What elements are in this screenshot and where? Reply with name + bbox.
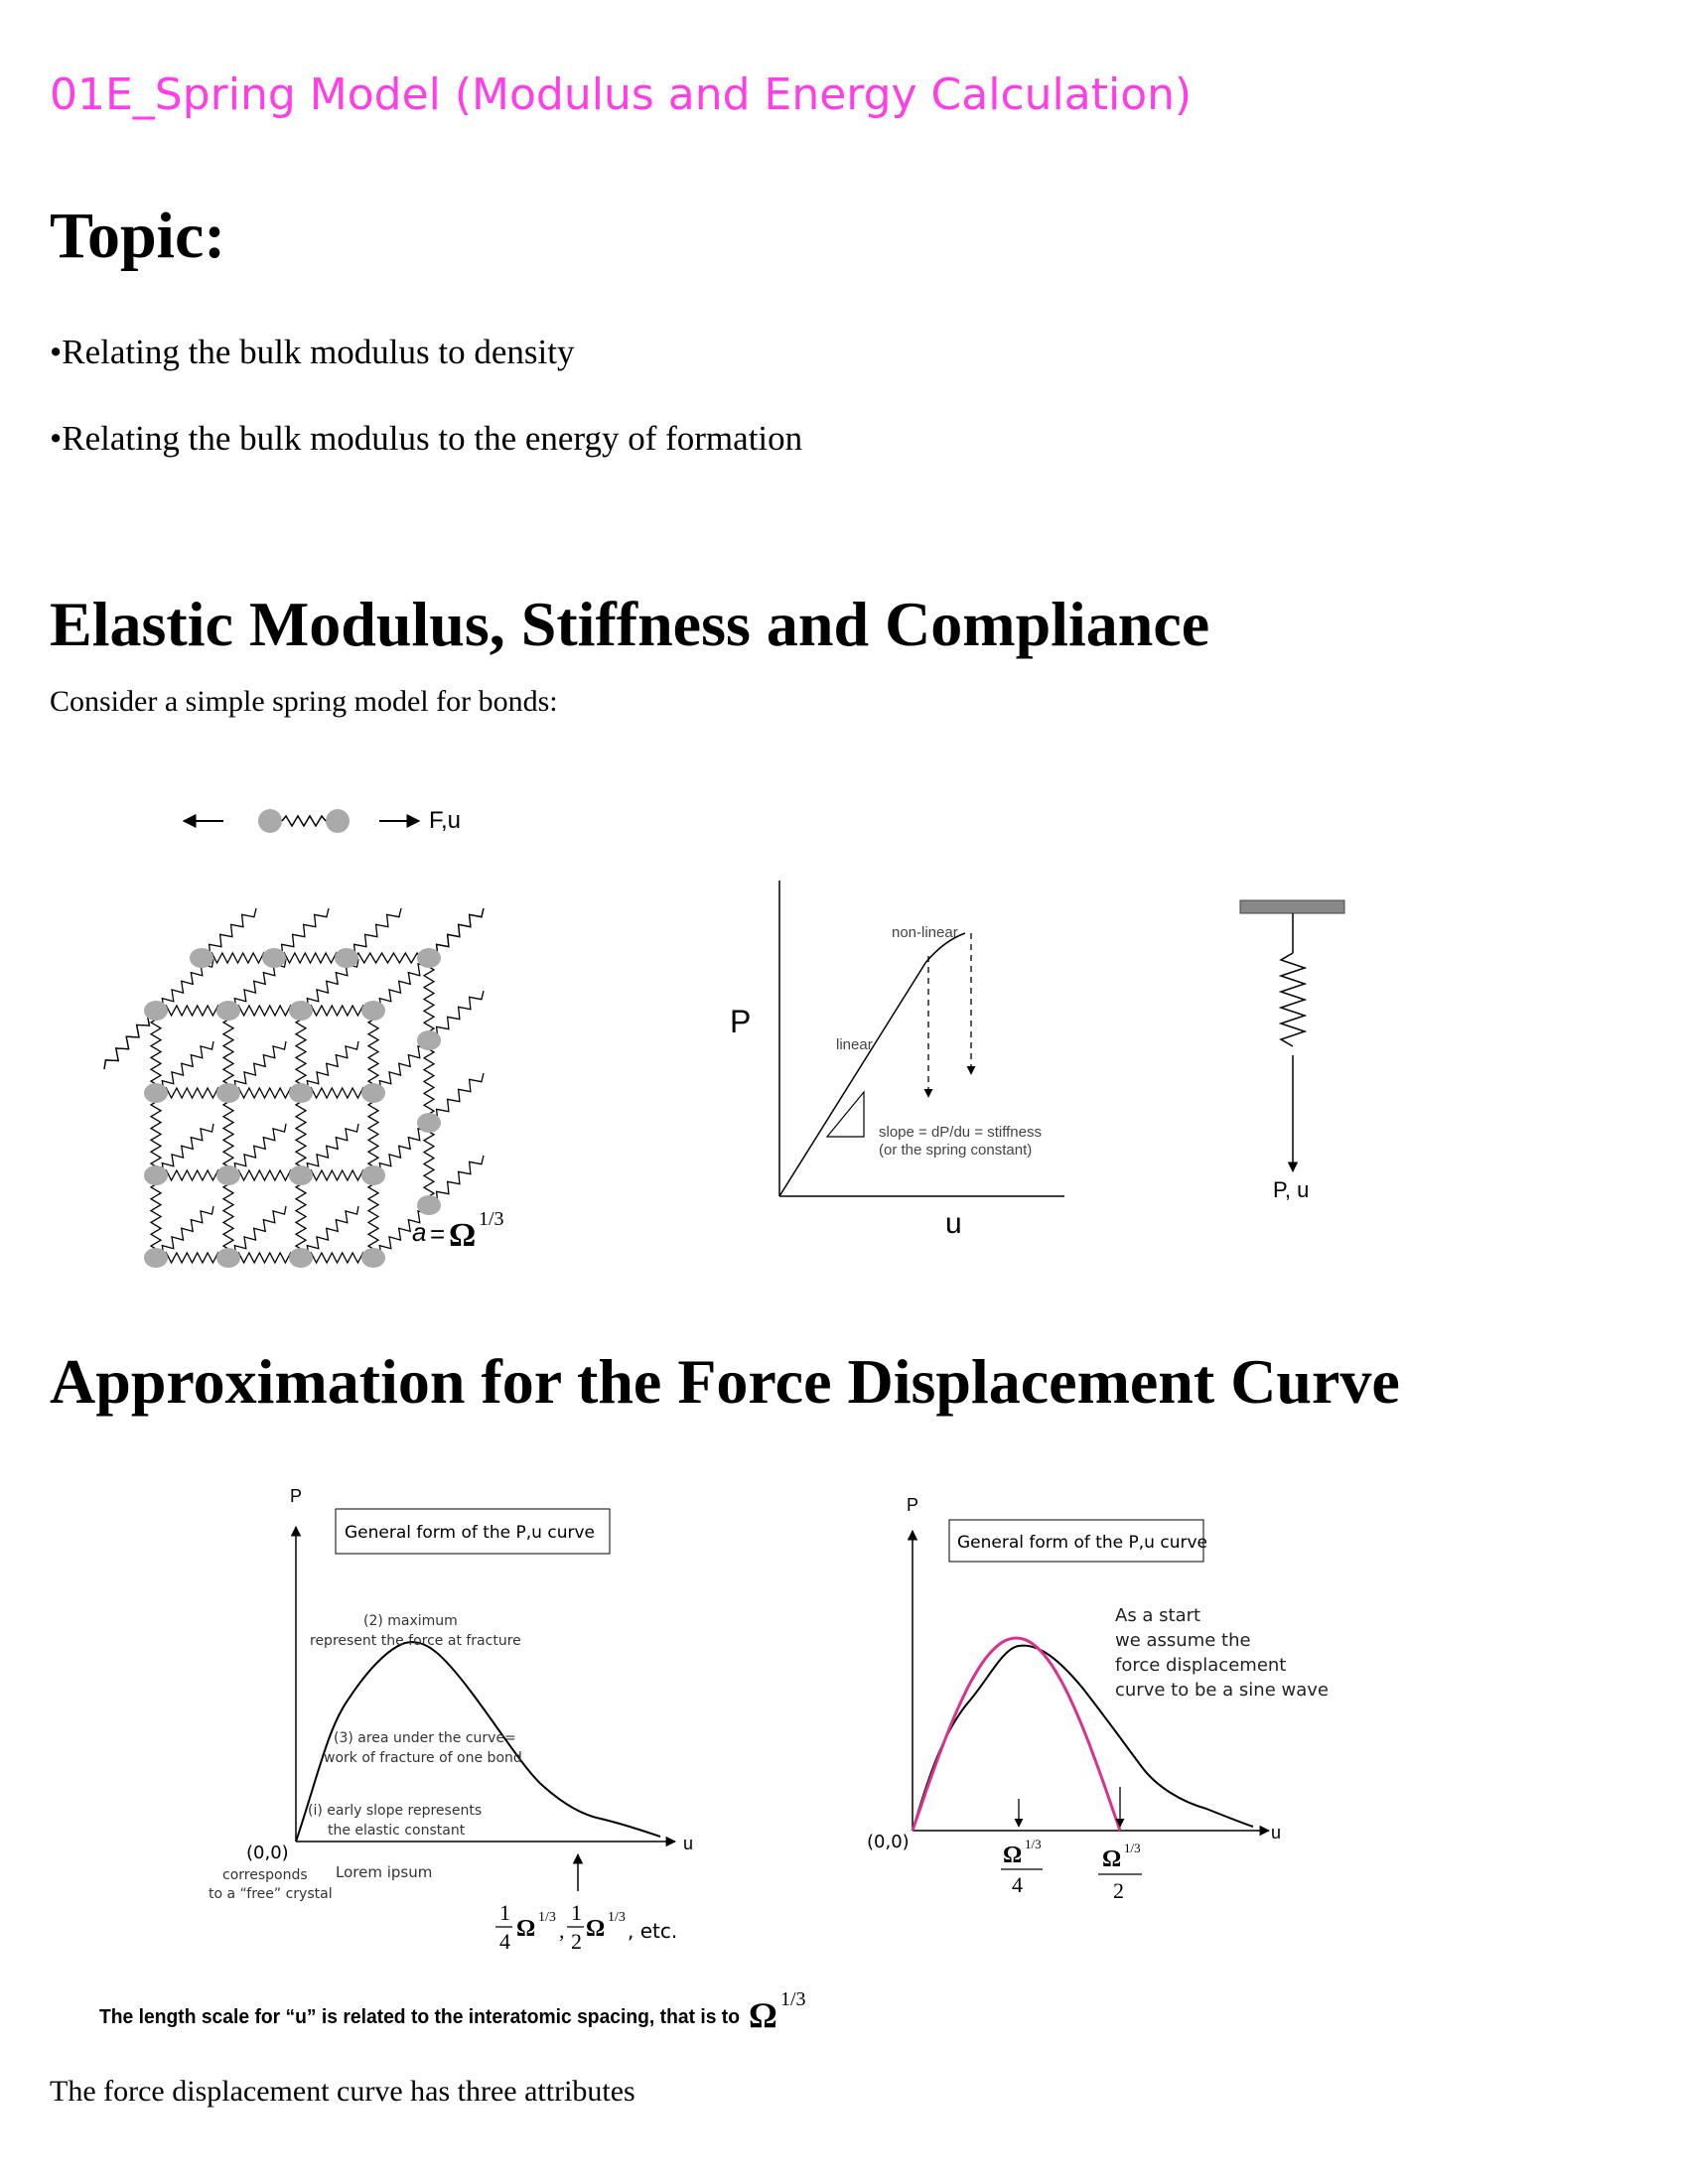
lattice-spring: [347, 953, 429, 963]
general-curve-box-label: General form of the P,u curve: [345, 1523, 595, 1543]
single-spring-with-forces: [184, 807, 461, 834]
lattice-atom: [417, 1195, 441, 1215]
lorem-label: Lorem ipsum: [336, 1863, 433, 1881]
hanging-spring-label: P, u: [1273, 1177, 1310, 1202]
lattice-spring: [301, 1206, 358, 1258]
scale-note-omega: Ω: [749, 1995, 777, 2035]
lattice-spring: [429, 1073, 484, 1123]
approx-section-heading: Approximation for the Force Displacement Curve: [50, 1346, 1400, 1417]
lattice-spring: [347, 908, 401, 958]
sine-note-line2: we assume the: [1115, 1630, 1251, 1651]
elastic-section-intro: Consider a simple spring model for bonds:: [50, 685, 558, 718]
pu-linear-figure: [730, 881, 1064, 1240]
length-scale-note: [99, 1988, 806, 2035]
lattice-spring: [373, 1041, 431, 1093]
lattice-spring: [296, 1011, 306, 1093]
lattice-atom: [144, 1248, 168, 1268]
slope-label-line2: (or the spring constant): [879, 1142, 1033, 1159]
lattice-atom: [417, 1030, 441, 1050]
lattice-atom: [361, 1083, 385, 1103]
frac2-exp: 1/3: [608, 1910, 626, 1925]
sine-curve-origin: (0,0): [867, 1832, 910, 1852]
scale-note-exp: 1/3: [780, 1988, 806, 2010]
lattice-spring: [368, 1093, 378, 1175]
lattice-spring: [156, 1041, 213, 1093]
sine-curve-y-label: P: [907, 1495, 919, 1515]
general-curve-origin: (0,0): [246, 1843, 289, 1863]
lattice-atom: [289, 1248, 313, 1268]
nonlinear-label: non-linear: [892, 924, 958, 941]
spacing-exp: 1/3: [479, 1208, 504, 1230]
lattice-atom: [335, 948, 358, 968]
mark2-den: 2: [1113, 1878, 1124, 1903]
lattice-spring: [301, 1041, 358, 1093]
lattice-spring: [274, 908, 329, 958]
lattice-atom: [144, 1083, 168, 1103]
lattice-atom: [417, 1113, 441, 1133]
frac2-omega: Ω: [586, 1916, 606, 1942]
lattice-atom: [190, 948, 213, 968]
frac-etc: , etc.: [628, 1919, 678, 1943]
sine-note-line1: As a start: [1115, 1605, 1201, 1626]
origin-note-line2: to a “free” crystal: [209, 1886, 333, 1902]
lattice-atom: [361, 1248, 385, 1268]
frac1-omega: Ω: [516, 1916, 536, 1942]
spacing-label: [412, 1208, 504, 1254]
spacing-a: a: [412, 1217, 427, 1247]
frac-comma: ,: [559, 1918, 565, 1943]
max-label-line2: represent the force at fracture: [310, 1633, 521, 1649]
spacing-eq: =: [430, 1219, 446, 1249]
spring-lattice: [104, 908, 484, 1268]
slope-label-line1: slope = dP/du = stiffness: [879, 1124, 1042, 1141]
lattice-spring: [373, 1124, 431, 1175]
sine-curve-x-label: u: [1271, 1823, 1282, 1843]
sine-curve-figure: [867, 1495, 1329, 1903]
lattice-spring: [296, 1175, 306, 1258]
lattice-spring: [202, 908, 256, 958]
lattice-spring: [228, 1206, 286, 1258]
general-curve-x-label: u: [683, 1834, 694, 1853]
document-title: 01E_Spring Model (Modulus and Energy Calculation): [50, 69, 1193, 120]
general-curve-figure: [209, 1486, 693, 1954]
general-curve-y-label: P: [290, 1486, 303, 1506]
lattice-spring: [156, 1206, 213, 1258]
sine-curve-box-label: General form of the P,u curve: [957, 1533, 1207, 1553]
mark1-den: 4: [1012, 1872, 1023, 1897]
frac2-num: 1: [571, 1900, 582, 1925]
mark1-exp: 1/3: [1025, 1837, 1042, 1851]
lattice-spring: [301, 1124, 358, 1175]
area-label-line2: work of fracture of one bond: [324, 1750, 522, 1766]
lattice-atom: [144, 1001, 168, 1021]
mark2-omega: Ω: [1102, 1846, 1122, 1872]
slope-attr-line2: the elastic constant: [328, 1823, 466, 1839]
lattice-spring: [424, 958, 434, 1040]
lattice-atom: [417, 948, 441, 968]
spring-lattice-figure: [104, 807, 504, 1268]
frac2-den: 2: [571, 1929, 582, 1954]
hanging-spring-figure: [1240, 900, 1344, 1202]
frac1-den: 4: [499, 1929, 510, 1954]
lattice-atom: [144, 1165, 168, 1185]
lattice-atom: [216, 1083, 240, 1103]
mark1-omega: Ω: [1003, 1843, 1023, 1868]
lattice-spring: [151, 1093, 161, 1175]
scale-note-text: The length scale for “u” is related to the interatomic spacing, that is to: [99, 2006, 740, 2028]
max-label-line1: (2) maximum: [363, 1613, 458, 1629]
lattice-spring: [429, 908, 484, 958]
lattice-atom: [216, 1165, 240, 1185]
closing-text: The force displacement curve has three attributes: [50, 2075, 635, 2108]
lattice-spring: [104, 1011, 156, 1069]
lattice-spring: [373, 959, 431, 1011]
mark2-exp: 1/3: [1124, 1841, 1141, 1855]
lattice-atom: [289, 1001, 313, 1021]
sine-note-line4: curve to be a sine wave: [1115, 1680, 1329, 1701]
pu-linear-x-label: u: [945, 1207, 962, 1240]
lattice-spring: [429, 1156, 484, 1205]
lattice-spring: [228, 1124, 286, 1175]
lattice-spring: [223, 1011, 233, 1093]
sine-note-line3: force displacement: [1115, 1655, 1287, 1676]
lattice-spring: [424, 1123, 434, 1205]
lattice-atom: [216, 1248, 240, 1268]
topic-bullet-energy: •Relating the bulk modulus to the energy of formation: [50, 419, 803, 458]
lattice-atom: [361, 1165, 385, 1185]
lattice-atom: [216, 1001, 240, 1021]
topic-heading: Topic:: [50, 200, 226, 272]
lattice-spring: [151, 1175, 161, 1258]
area-label-line1: (3) area under the curve=: [334, 1730, 516, 1746]
lattice-atom: [289, 1083, 313, 1103]
linear-label: linear: [836, 1036, 873, 1053]
lattice-spring: [156, 1124, 213, 1175]
lattice-spring: [424, 1040, 434, 1123]
pu-linear-y-label: P: [730, 1004, 752, 1039]
spacing-omega: Ω: [449, 1217, 477, 1254]
lattice-spring: [429, 991, 484, 1040]
lattice-spring: [151, 1011, 161, 1093]
elastic-section-heading: Elastic Modulus, Stiffness and Compliance: [50, 589, 1210, 659]
lattice-spring: [368, 1011, 378, 1093]
length-scale-fractions: [495, 1900, 677, 1954]
lattice-atom: [361, 1001, 385, 1021]
lattice-atom: [289, 1165, 313, 1185]
lattice-spring: [223, 1093, 233, 1175]
force-label: F,u: [429, 807, 462, 834]
lattice-spring: [368, 1175, 378, 1258]
lattice-spring: [228, 1041, 286, 1093]
origin-note-line1: corresponds: [222, 1867, 308, 1883]
slope-attr-line1: (i) early slope represents: [308, 1803, 483, 1819]
frac1-num: 1: [499, 1900, 510, 1925]
lattice-spring: [223, 1175, 233, 1258]
frac1-exp: 1/3: [538, 1910, 556, 1925]
lattice-atom: [262, 948, 286, 968]
sine-approximation-curve: [913, 1638, 1120, 1831]
topic-bullet-density: •Relating the bulk modulus to density: [50, 333, 575, 371]
lattice-spring: [296, 1093, 306, 1175]
